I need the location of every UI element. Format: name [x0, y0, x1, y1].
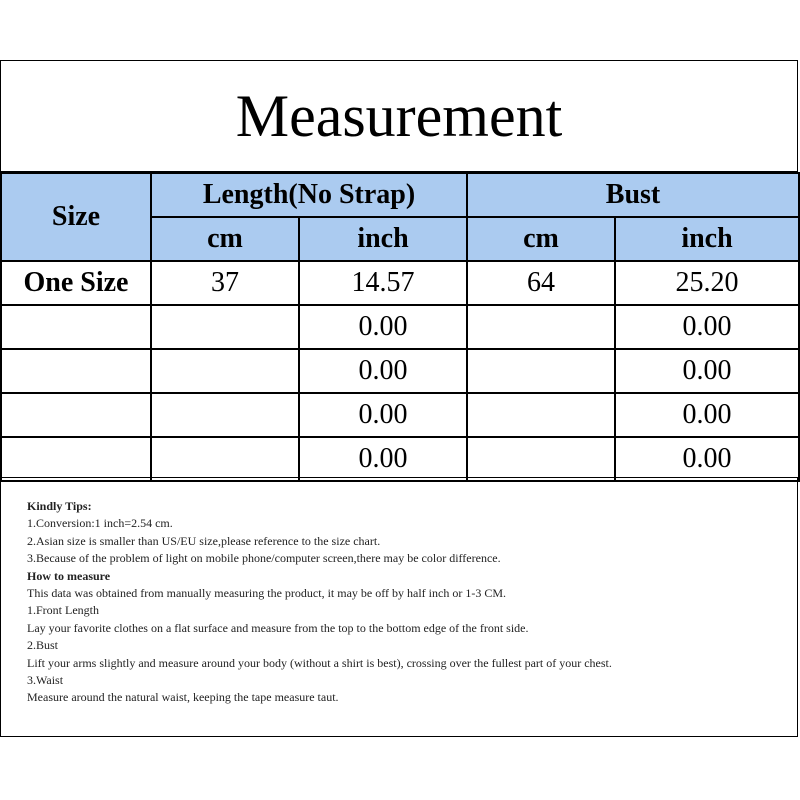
table-row: [1, 305, 799, 349]
table-cell: 0.00: [299, 349, 467, 393]
size-cell: [1, 437, 151, 481]
tips-heading: Kindly Tips:: [27, 499, 92, 513]
table-row: [1, 349, 799, 393]
table-cell: [151, 393, 299, 437]
table-cell: 14.57: [299, 261, 467, 305]
bust-group-header: Bust: [467, 173, 799, 217]
tips-panel: [0, 477, 798, 737]
unit-header: inch: [299, 217, 467, 261]
tips-line: 2.Asian size is smaller than US/EU size,please reference to the size chart.: [27, 533, 381, 548]
table-cell: 0.00: [615, 305, 799, 349]
table-cell: [467, 437, 615, 481]
how-line: 3.Waist: [27, 673, 64, 688]
unit-header: cm: [151, 217, 299, 261]
unit-header: cm: [467, 217, 615, 261]
size-table: [0, 172, 800, 482]
table-cell: 0.00: [615, 349, 799, 393]
table-cell: 37: [151, 261, 299, 305]
how-line: This data was obtained from manually measuring the product, it may be off by half inch or 1-3 CM.: [27, 586, 506, 601]
table-cell: [467, 305, 615, 349]
table-cell: [151, 349, 299, 393]
how-to-measure-heading: How to measure: [27, 568, 111, 583]
size-cell: [1, 305, 151, 349]
size-header: Size: [1, 173, 151, 261]
table-cell: 64: [467, 261, 615, 305]
table-cell: 25.20: [615, 261, 799, 305]
how-line: Measure around the natural waist, keeping the tape measure taut.: [27, 690, 339, 705]
how-line: 2.Bust: [27, 638, 59, 653]
table-header-row: [1, 173, 799, 217]
table-cell: 0.00: [615, 393, 799, 437]
table-cell: [467, 349, 615, 393]
table-cell: 0.00: [299, 437, 467, 481]
size-cell: [1, 393, 151, 437]
table-cell: [151, 437, 299, 481]
table-row: [1, 261, 799, 305]
how-line: Lay your favorite clothes on a flat surface and measure from the top to the bottom edge of the front side.: [27, 620, 529, 635]
table-cell: [467, 393, 615, 437]
how-line: Lift your arms slightly and measure around your body (without a shirt is best), crossing over the fullest part of your chest.: [27, 655, 612, 670]
table-cell: [151, 305, 299, 349]
how-line: 1.Front Length: [27, 603, 99, 618]
table-cell: 0.00: [299, 393, 467, 437]
table-cell: 0.00: [299, 305, 467, 349]
table-row: [1, 393, 799, 437]
unit-header: inch: [615, 217, 799, 261]
table-cell: 0.00: [615, 437, 799, 481]
tips-line: 1.Conversion:1 inch=2.54 cm.: [27, 516, 173, 531]
size-cell: One Size: [1, 261, 151, 305]
table-row: [1, 437, 799, 481]
tips-line: 3.Because of the problem of light on mobile phone/computer screen,there may be color difference.: [27, 551, 501, 566]
size-cell: [1, 349, 151, 393]
page-title: Measurement: [0, 60, 798, 172]
length-group-header: Length(No Strap): [151, 173, 467, 217]
